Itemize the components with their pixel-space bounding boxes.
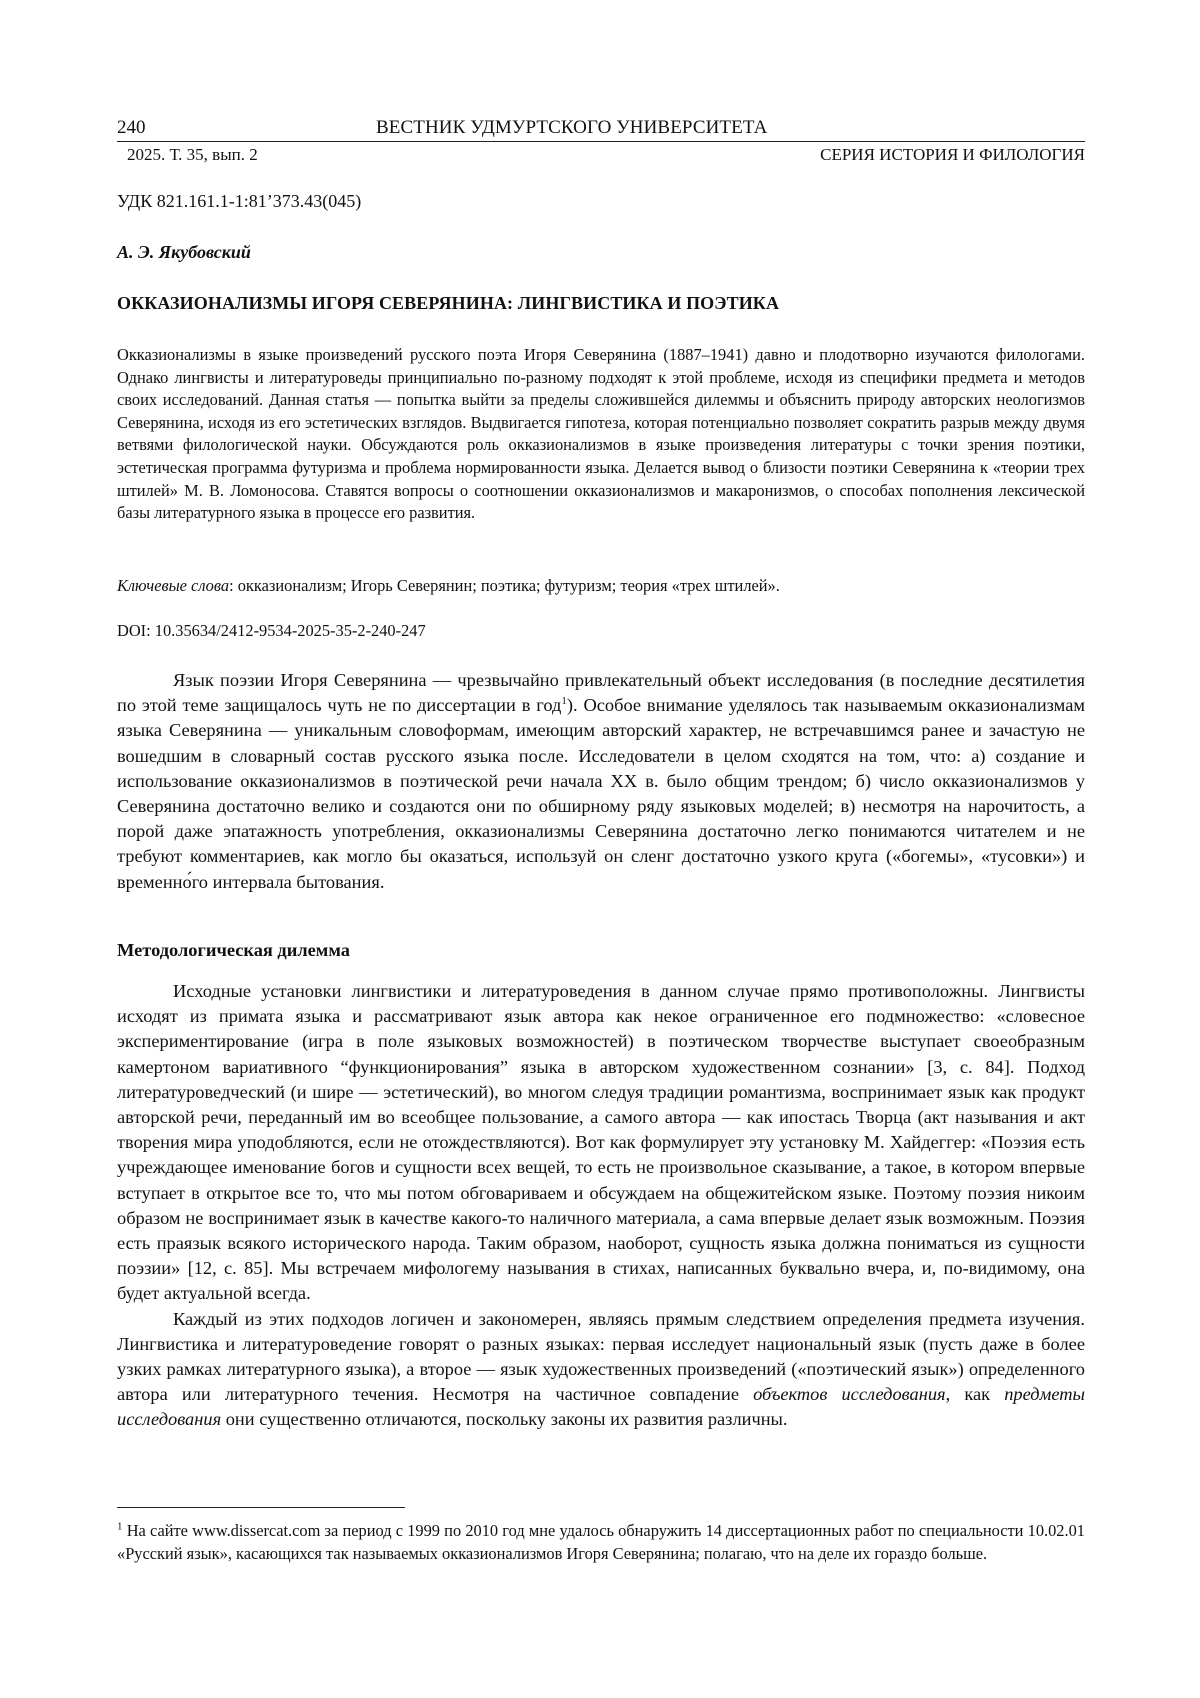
- section-heading: Методологическая дилемма: [117, 940, 350, 960]
- intro-section: [117, 668, 1085, 895]
- page-number: 240: [117, 117, 146, 138]
- footnote-text: На сайте www.dissercat.com за период с 1999 по 2010 год мне удалось обнаружить 14 диссертационных работ по специальности 10.02.01 «Русский язык», касающихся так называемых окказионализмов Игоря Северянина; полагаю, что на деле их гораздо больше.: [117, 1521, 1085, 1563]
- footnote-marker: 1: [117, 1520, 123, 1533]
- footnote-ref: 1: [561, 695, 567, 708]
- emphasis-subjects: предметы исследования: [117, 1384, 1085, 1430]
- abstract: Окказионализмы в языке произведений русского поэта Игоря Северянина (1887–1941) давно и плодотворно изучаются филологами. Однако лингвисты и литературоведы принципиально по-разному подходят к этой проблеме, исходя из специфики предмета и методов своих исследований. Данная статья — попытка выйти за пределы сложившейся дилеммы и объяснить природу авторских неологизмов Северянина, исходя из его эстетических взглядов. Выдвигается гипотеза, которая потенциально позволяет сократить разрыв между двумя ветвями филологической науки. Обсуждаются роль окказионализмов в языке произведения литературы с точки зрения поэтики, эстетическая программа футуризма и проблема нормированности языка. Делается вывод о близости поэтики Северянина к «теории трех штилей» М. В. Ломоносова. Ставятся вопросы о соотношении окказионализмов и макаронизмов, о способах пополнения лексической базы литературного языка в процессе его развития.: [117, 345, 1085, 523]
- keywords: [117, 575, 1085, 597]
- keywords-list: : окказионализм; Игорь Северянин; поэтика; футуризм; теория «трех штилей».: [229, 576, 780, 595]
- series-title: СЕРИЯ ИСТОРИЯ И ФИЛОЛОГИЯ: [820, 145, 1085, 164]
- intro-paragraph: Язык поэзии Игоря Северянина — чрезвычайно привлекательный объект исследования (в последние десятилетия по этой теме защищалось чуть не по диссертации в год$^1$). Особое внимание уделялось так называемым окказионализмам языка Северянина — уникальным словоформам, имеющим авторский характер, не встречавшимся ранее и зачастую не вошедшим в словарный состав русского языка после. Исследователи в целом сходятся на том, что: а) создание и использование окказионализмов в поэтической речи начала XX в. было общим трендом; б) число окказионализмов у Северянина достаточно велико и создаются они по обширному ряду языковых моделей; в) несмотря на нарочитость, а порой даже эпатажность употребления, окказионализмы Северянина достаточно легко понимаются читателем и не требуют комментариев, как могло бы оказаться, используй он сленг достаточно узкого круга («богемы», «тусовки») и временно́го интервала бытования.: [117, 670, 1085, 892]
- doi: DOI: 10.35634/2412-9534-2025-35-2-240-247: [117, 621, 426, 640]
- running-header: [117, 116, 1085, 164]
- body-paragraph-2: Каждый из этих подходов логичен и закономерен, являясь прямым следствием определения предмета изучения. Лингвистика и литературоведение говорят о разных языках: первая исследует национальный язык (пусть даже в более узких рамках литературного языка), а второе — язык художественных произведений («поэтический язык») определенного автора или литературного течения. Несмотря на частичное совпадение объектов исследования, как предметы исследования они существенно отличаются, поскольку законы их развития различны.: [117, 1308, 1085, 1430]
- keywords-label: Ключевые слова: [117, 576, 230, 595]
- journal-title: ВЕСТНИК УДМУРТСКОГО УНИВЕРСИТЕТА: [376, 117, 768, 138]
- issue-info: 2025. Т. 35, вып. 2: [127, 145, 258, 164]
- emphasis-objects: объектов исследования: [753, 1384, 946, 1405]
- body-paragraph-1: Исходные установки лингвистики и литературоведения в данном случае прямо противоположны. Лингвисты исходят из примата языка и рассматривают язык автора как некое ограниченное его подмножество: «словесное экспериментирование (игра в поле языковых возможностей) в поэтическом творчестве выступает своеобразным камертоном вариативного “функционирования” языка в авторском художественном сознании» [3, с. 84]. Подход литературоведческий (и шире — эстетический), во многом следуя традиции романтизма, воспринимает язык как продукт авторской речи, переданный им во всеобщее пользование, а самого автора — как ипостась Творца (акт называния и акт творения мира уподобляются, если не отождествляются). Вот как формулирует эту установку М. Хайдеггер: «Поэзия есть учреждающее именование богов и сущности всех вещей, то есть не произвольное сказывание, а такое, в котором впервые вступает в открытое все то, что мы потом обговариваем и обсуждаем на общежитейском языке. Поэтому поэзия никоим образом не воспринимает язык в качестве какого-то наличного материала, а сама впервые делает язык возможным. Поэзия есть праязык всякого исторического народа. Таким образом, наоборот, сущность языка должна пониматься из сущности поэзии» [12, с. 85]. Мы встречаем мифологему называния в стихах, написанных буквально вчера, и, по-видимому, она будет актуальной всегда.: [117, 981, 1085, 1304]
- udc-code: УДК 821.161.1-1:81’373.43(045): [117, 191, 362, 211]
- footnote: [117, 1520, 1085, 1566]
- section-body: [117, 979, 1085, 1433]
- footnote-rule: [117, 1507, 405, 1508]
- header-rule: [117, 141, 1085, 142]
- article-title: ОККАЗИОНАЛИЗМЫ ИГОРЯ СЕВЕРЯНИНА: ЛИНГВИСТИКА И ПОЭТИКА: [117, 293, 780, 313]
- author-name: А. Э. Якубовский: [117, 242, 251, 262]
